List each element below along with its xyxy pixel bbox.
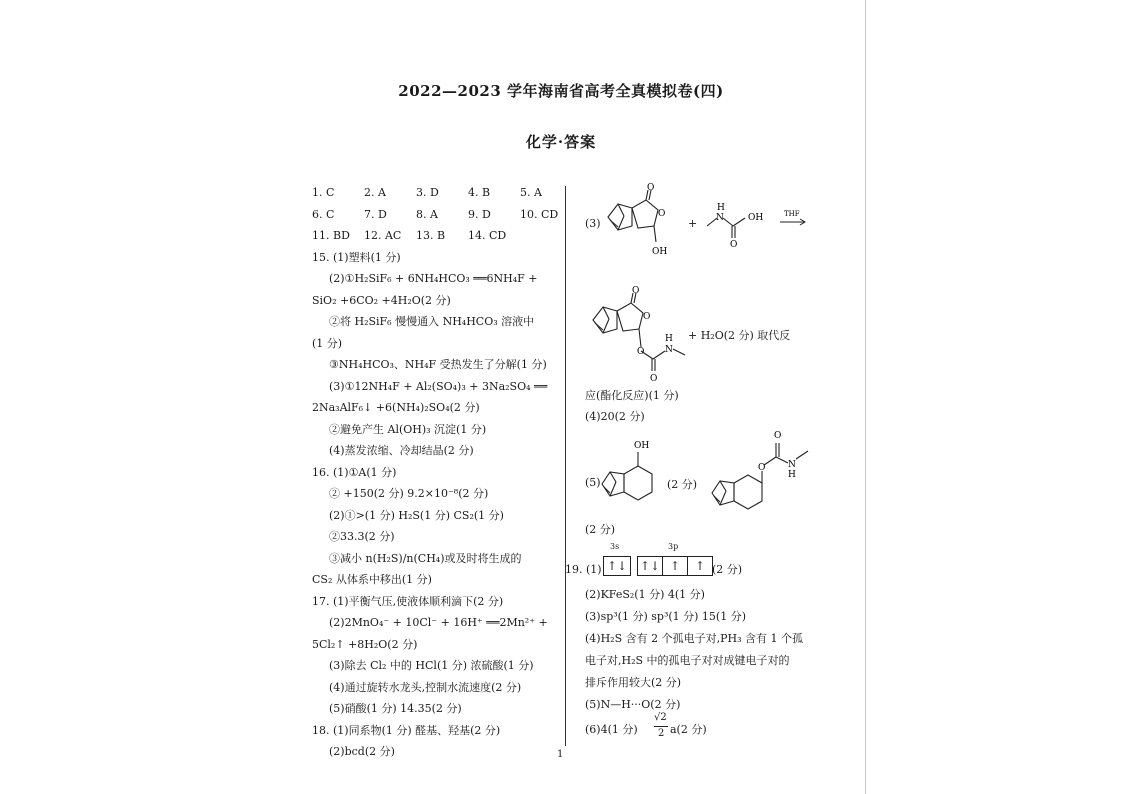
q5-label: (5) xyxy=(585,476,601,489)
answer-line: 17. (1)平衡气压,使液体顺利滴下(2 分) xyxy=(312,594,504,608)
q19-6-answer: (6)4(1 分) xyxy=(585,723,638,736)
answer-line: SiO₂ +6CO₂ +4H₂O(2 分) xyxy=(312,293,451,307)
answer-item: 13. B xyxy=(416,229,446,242)
orbital-3s-box xyxy=(603,556,631,576)
orbital-3p-box xyxy=(637,556,713,576)
answer-line: (4)通过旋转水龙头,控制水流速度(2 分) xyxy=(329,680,522,694)
answer-line: (2)①>(1 分) H₂S(1 分) CS₂(1 分) xyxy=(329,508,504,522)
atom-n: N xyxy=(788,460,796,470)
atom-oh: OH xyxy=(652,247,668,257)
atom-n: N xyxy=(716,213,724,223)
reactant-lactone-structure xyxy=(598,182,673,262)
atom-o: O xyxy=(647,183,655,193)
answer-item: 12. AC xyxy=(364,229,402,242)
atom-o: O xyxy=(730,240,738,248)
orbital-cell: ↑ xyxy=(694,559,706,573)
q19-line: (5)N—H···O(2 分) xyxy=(585,698,681,711)
fraction-numerator: √2 xyxy=(654,712,667,723)
left-column xyxy=(312,182,560,763)
answer-item: 1. C xyxy=(312,186,335,199)
q19-line: (3)sp³(1 分) sp³(1 分) 15(1 分) xyxy=(585,610,746,623)
orbital-cell: ↑ xyxy=(663,557,688,575)
answer-line: ②避免产生 Al(OH)₃ 沉淀(1 分) xyxy=(329,422,487,436)
orbital-cell: ↑↓ xyxy=(606,559,628,573)
answer-line: 2Na₃AlF₆↓ +6(NH₄)₂SO₄(2 分) xyxy=(312,401,480,414)
q4-answer: (4)20(2 分) xyxy=(585,410,645,423)
orbital-3p-label: 3p xyxy=(668,542,679,551)
atom-oh: OH xyxy=(748,213,764,223)
answer-line: ③NH₄HCO₃、NH₄F 受热发生了分解(1 分) xyxy=(329,358,547,371)
atom-h: H xyxy=(717,203,725,213)
answer-line: 5Cl₂↑ +8H₂O(2 分) xyxy=(312,637,418,651)
answer-line: CS₂ 从体系中移出(1 分) xyxy=(312,573,432,586)
answer-row xyxy=(312,225,560,247)
q19-line: 排斥作用较大(2 分) xyxy=(585,676,682,689)
answer-item: 10. CD xyxy=(520,207,559,221)
q5-score-1: (2 分) xyxy=(667,478,698,491)
answer-item: 14. CD xyxy=(468,229,507,242)
answer-item: 2. A xyxy=(364,186,386,199)
reaction-arrow xyxy=(778,208,808,228)
answer-item: 4. B xyxy=(468,186,491,199)
atom-h: H xyxy=(788,470,796,480)
atom-n: N xyxy=(665,345,673,355)
q19-label: 19. (1) xyxy=(565,563,602,576)
answer-line: (3)除去 Cl₂ 中的 HCl(1 分) 浓硫酸(1 分) xyxy=(329,659,534,672)
page-subtitle: 化学·答案 xyxy=(525,133,597,151)
q3-product-tail: + H₂O(2 分) 取代反 xyxy=(688,329,791,342)
page-number: 1 xyxy=(557,749,564,760)
answer-item: 3. D xyxy=(416,186,439,199)
atom-o: O xyxy=(637,347,645,357)
atom-o: O xyxy=(774,431,782,441)
fraction-bar xyxy=(654,726,668,727)
answer-line: ②将 H₂SiF₆ 慢慢通入 NH₄HCO₃ 溶液中 xyxy=(329,315,535,328)
atom-o: O xyxy=(658,209,666,219)
answer-line: (2)①H₂SiF₆ + 6NH₄HCO₃ ══6NH₄F + xyxy=(329,272,538,285)
atom-h: H xyxy=(665,334,673,344)
column-divider xyxy=(565,186,566,746)
atom-o: O xyxy=(650,374,658,384)
answer-line: ②33.3(2 分) xyxy=(329,530,395,543)
q5-alcohol-structure xyxy=(598,436,668,508)
q19-line: (4)H₂S 含有 2 个孤电子对,PH₃ 含有 1 个孤 xyxy=(585,632,803,645)
answer-line: (4)蒸发浓缩、冷却结晶(2 分) xyxy=(329,444,474,457)
answer-item: 9. D xyxy=(468,207,491,221)
answer-line: (1 分) xyxy=(312,336,343,350)
answer-item: 5. A xyxy=(520,186,542,199)
atom-o: O xyxy=(643,312,651,322)
answer-line: 18. (1)同系物(1 分) 醛基、羟基(2 分) xyxy=(312,723,501,737)
q5-score-2: (2 分) xyxy=(585,523,616,536)
product-carbamate-structure xyxy=(585,285,690,385)
q19-1-score: (2 分) xyxy=(712,563,743,576)
answer-line: 16. (1)①A(1 分) xyxy=(312,465,397,479)
answer-row xyxy=(312,182,560,204)
page-edge-line xyxy=(865,0,866,794)
answer-line: ② +150(2 分) 9.2×10⁻⁸(2 分) xyxy=(329,487,489,500)
atom-o: O xyxy=(758,463,766,473)
q5-carbamate-structure xyxy=(708,425,813,520)
q19-line: (2)KFeS₂(1 分) 4(1 分) xyxy=(585,588,705,601)
atom-o: O xyxy=(632,286,640,296)
answer-line: ③减小 n(H₂S)/n(CH₄)或及时将生成的 xyxy=(329,551,522,565)
q19-6-score: a(2 分) xyxy=(670,723,707,736)
page-title: 2022—2023 学年海南省高考全真模拟卷(四) xyxy=(398,82,724,100)
answer-item: 6. C xyxy=(312,207,335,221)
reactant-carbamic-acid-structure xyxy=(705,198,770,248)
answer-item: 8. A xyxy=(416,207,438,221)
q3-reaction-type: 应(酯化反应)(1 分) xyxy=(585,389,679,402)
atom-oh: OH xyxy=(634,441,650,451)
answer-line: (2)bcd(2 分) xyxy=(329,745,395,758)
answer-line: (3)①12NH₄F + Al₂(SO₄)₃ + 3Na₂SO₄ ══ xyxy=(329,379,548,393)
plus-sign: + xyxy=(688,217,698,230)
q3-label: (3) xyxy=(585,217,601,230)
answer-line: 15. (1)塑料(1 分) xyxy=(312,250,401,264)
answer-item: 11. BD xyxy=(312,229,350,242)
answer-item: 7. D xyxy=(364,207,387,221)
orbital-cell: ↑↓ xyxy=(638,557,663,575)
answer-row xyxy=(312,204,560,226)
q19-line: 电子对,H₂S 中的孤电子对对成键电子对的 xyxy=(585,654,790,667)
thf-label: THF xyxy=(784,210,800,218)
answer-line: (5)硝酸(1 分) 14.35(2 分) xyxy=(329,702,462,715)
fraction-denominator: 2 xyxy=(658,728,665,739)
answer-line: (2)2MnO₄⁻ + 10Cl⁻ + 16H⁺ ══2Mn²⁺ + xyxy=(329,616,548,629)
orbital-3s-label: 3s xyxy=(610,542,620,551)
